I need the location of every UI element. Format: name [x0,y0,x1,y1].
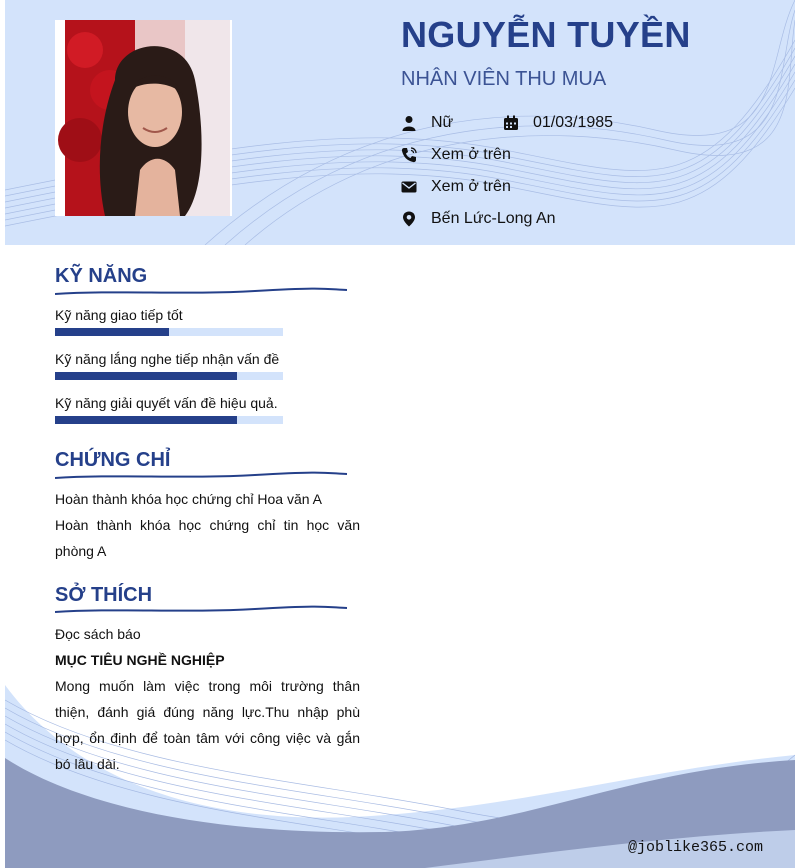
certificates-title: CHỨNG CHỈ [55,449,171,471]
skills-title: KỸ NĂNG [55,265,148,287]
birthdate-value: 01/03/1985 [533,114,614,131]
address-row [401,210,556,228]
phone-value: Xem ở trên [431,146,511,163]
gender-value: Nữ [431,114,454,131]
watermark: @joblike365.com [627,839,763,856]
address-value: Bến Lức-Long An [431,210,556,227]
email-row [401,178,511,196]
calendar-icon [503,115,519,131]
skill-label: Kỹ năng lắng nghe tiếp nhận vấn đề [55,351,280,367]
certificates-underline [55,470,350,482]
person-icon [401,115,417,131]
candidate-name: NGUYỄN TUYỀN [401,14,691,55]
career-goal-text: Mong muốn làm việc trong môi trường thân thiện, đánh giá đúng năng lực.Thu nhập phù hợp, ổn định để toàn tâm với công việc và gắn bó lâu dài. [55,678,360,772]
cv-page [5,0,795,868]
skill-bar [55,416,283,424]
map-pin-icon [401,211,417,227]
email-value: Xem ở trên [431,178,511,195]
certificate-item: Hoàn thành khóa học chứng chỉ Hoa văn A [55,491,322,507]
hobbies-title: SỞ THÍCH [55,584,153,606]
skill-bar-fill [55,328,169,336]
certificate-item: Hoàn thành khóa học chứng chỉ tin học văn phòng A [55,517,360,559]
skill-label: Kỹ năng giải quyết vấn đề hiệu quả. [55,395,278,411]
hobbies-underline [55,604,350,616]
envelope-icon [401,179,417,195]
gender-row [401,114,453,132]
profile-photo [55,20,232,216]
skill-bar [55,372,283,380]
skills-underline [55,286,350,298]
skill-bar-fill [55,372,237,380]
career-goal-heading: MỤC TIÊU NGHỀ NGHIỆP [55,652,225,668]
phone-icon [401,147,417,163]
phone-row [401,146,511,164]
hobby-text: Đọc sách báo [55,626,141,642]
skill-label: Kỹ năng giao tiếp tốt [55,307,183,323]
header-band [5,0,795,245]
skill-bar [55,328,283,336]
job-title: NHÂN VIÊN THU MUA [401,68,607,90]
birthdate-row [503,114,613,132]
skill-bar-fill [55,416,237,424]
